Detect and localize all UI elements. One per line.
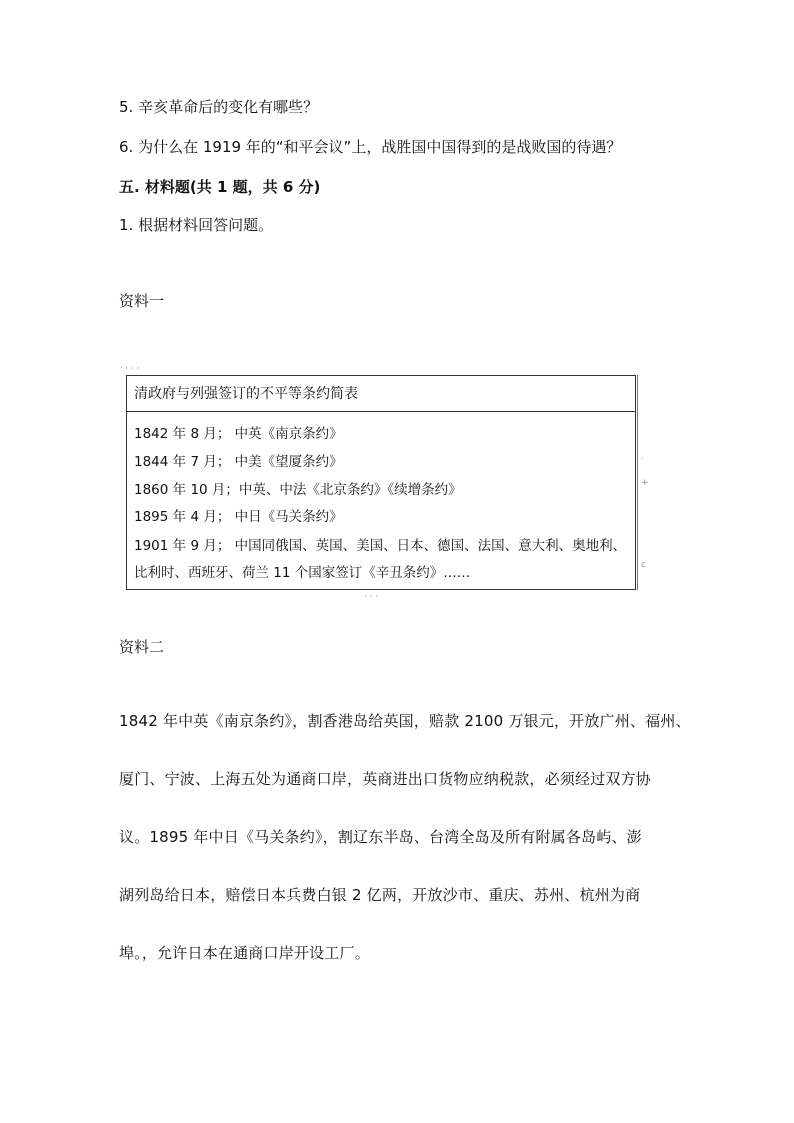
frame-mark-top: ᐧ ⋅ ⋅ ⋅ [120,364,140,374]
paragraph-line: 湖列岛给日本，赔偿日本兵费白银 2 亿两，开放沙市、重庆、苏州、杭州为商 [119,886,641,904]
frame-mark-bottom: ⋅ ⋅ ⋅ [364,592,379,602]
table-row: 1901 年 9 月； 中国同俄国、英国、美国、日本、德国、法国、意大利、奥地利、 [134,538,627,554]
question-6: 6. 为什么在 1919 年的“和平会议”上，战胜国中国得到的是战败国的待遇？ [119,138,622,156]
paragraph-line: 1842 年中英《南京条约》，割香港岛给英国，赔款 2100 万银元，开放广州、福州、 [119,712,691,730]
paragraph-line: 议。1895 年中日《马关条约》，割辽东半岛、台湾全岛及所有附属各岛屿、澎 [119,828,642,846]
section-heading: 五. 材料题(共 1 题，共 6 分) [119,178,321,196]
table-row: 1844 年 7 月； 中美《望厦条约》 [134,454,343,470]
table-row: 1842 年 8 月； 中英《南京条约》 [134,426,343,442]
frame-mark-right: c [641,560,646,570]
frame-mark-right: ᐧ [641,455,644,465]
treaty-table [126,375,636,590]
material-1-label: 资料一 [119,292,165,310]
frame-right-edge [632,375,638,590]
table-row: 1895 年 4 月； 中日《马关条约》 [134,509,343,525]
table-title: 清政府与列强签订的不平等条约简表 [127,376,635,412]
paragraph-line: 埠。，允许日本在通商口岸开设工厂。 [119,944,370,962]
material-question-1: 1. 根据材料回答问题。 [119,216,274,234]
question-5: 5. 辛亥革命后的变化有哪些？ [119,98,319,116]
frame-mark-right: + [641,478,649,488]
table-row: 1860 年 10 月；中英、中法《北京条约》《续增条约》 [134,482,462,498]
paragraph-line: 厦门、宁波、上海五处为通商口岸，英商进出口货物应纳税款，必须经过双方协 [119,770,652,788]
table-row: 比利时、西班牙、荷兰 11 个国家签订《辛丑条约》…… [134,565,471,581]
material-2-label: 资料二 [119,638,165,656]
